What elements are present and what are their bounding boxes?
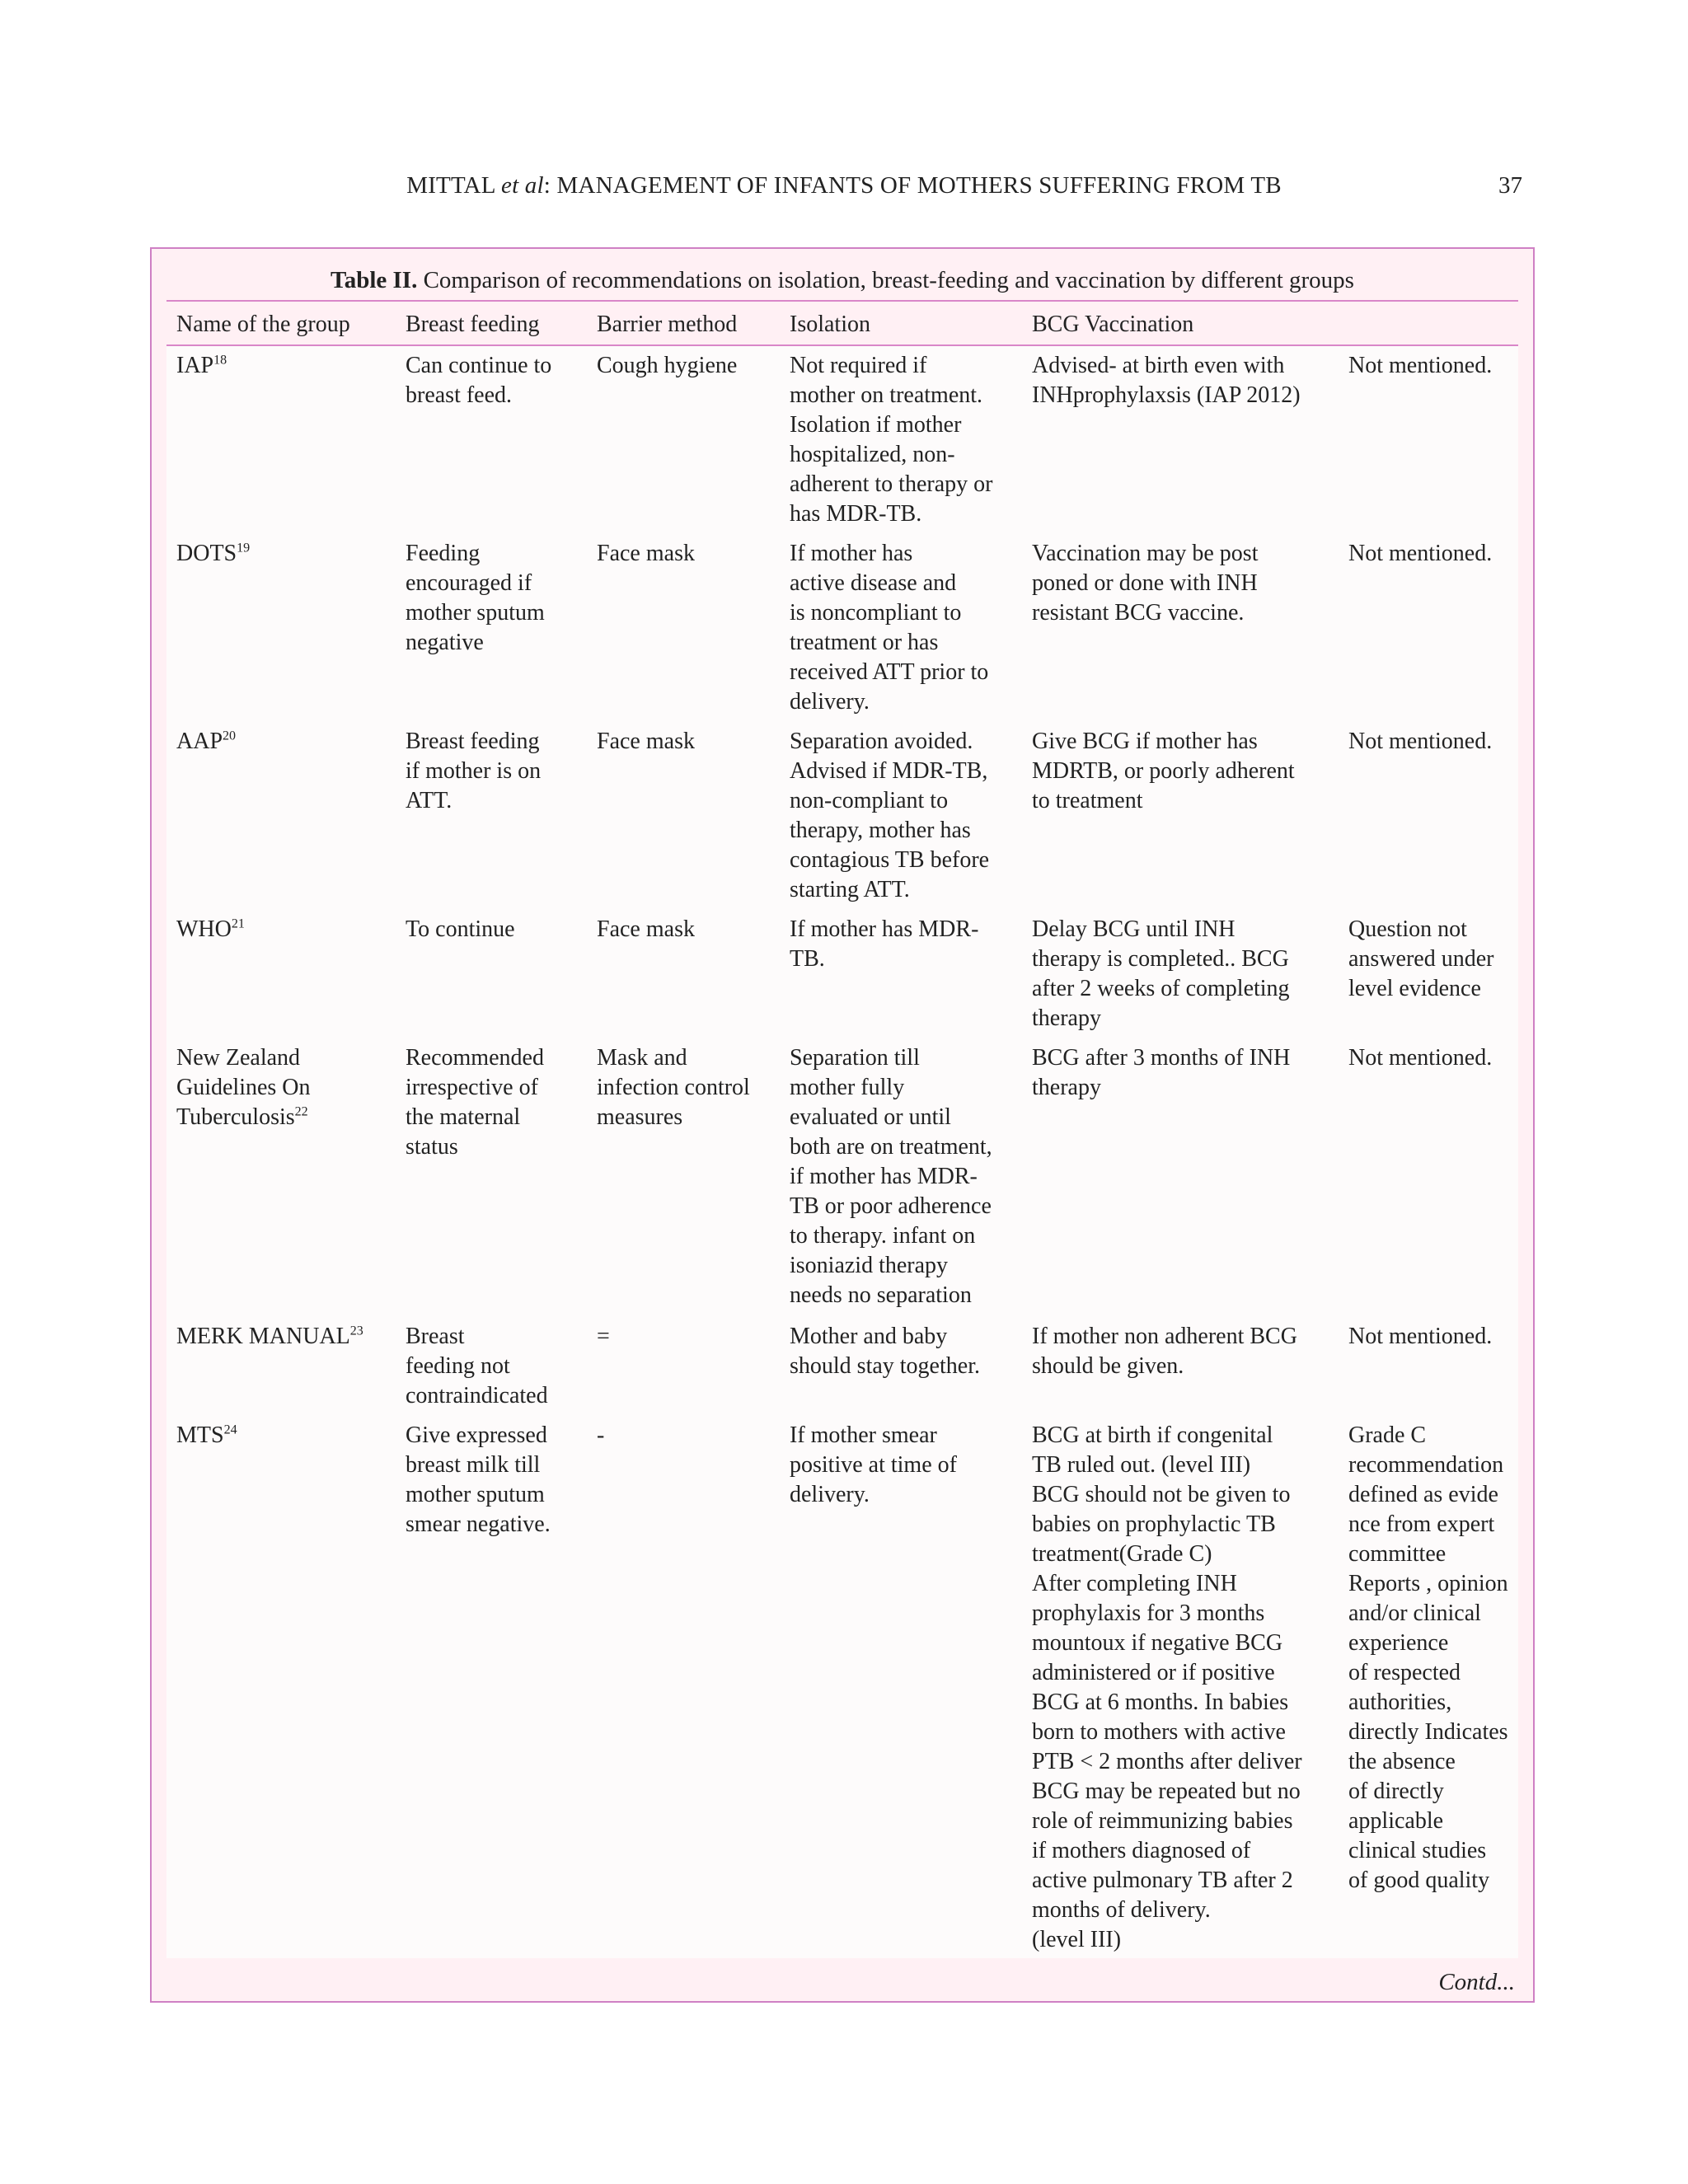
reference-superscript: 24 [223,1422,237,1437]
table-caption [166,267,1518,294]
cell-isolation: If mother smear positive at time of delivery. [790,1422,957,1507]
cell-evidence: Not mentioned. [1348,729,1493,754]
cell-barrier-method: Face mask [597,916,695,942]
cell-breast-feeding: Feeding encouraged if mother sputum negative [406,541,545,655]
running-head-title: : MANAGEMENT OF INFANTS OF MOTHERS SUFFERING FROM TB [543,172,1282,199]
cell-bcg-vaccination: Vaccination may be post poned or done with INH resistant BCG vaccine. [1032,541,1259,626]
continued-label: Contd... [1438,1969,1515,1995]
cell-isolation: If mother has MDR- TB. [790,916,979,972]
cell-bcg-vaccination: Advised- at birth even with INHprophylaxsis (IAP 2012) [1032,353,1301,408]
column-header-breast-feeding: Breast feeding [406,312,540,337]
cell-barrier-method: = [597,1324,610,1349]
table-panel [150,247,1535,2003]
reference-superscript: 22 [294,1104,308,1119]
cell-isolation: Separation till mother fully evaluated or until both are on treatment, if mother has MDR- TB or poor adherence to therapy. infant on isoniazid therapy needs no separation [790,1045,992,1308]
cell-bcg-vaccination: BCG at birth if congenital TB ruled out. (level III) BCG should not be given to babies on prophylactic TB treatment(Grade C) After completing INH prophylaxis for 3 months mountoux if negative BCG administered or if positive BCG at 6 months. In babies born to mothers with active PTB < 2 months after deliver BCG may be repeated but no role of reimmunizing babies if mothers diagnosed of active pulmonary TB after 2 months of delivery. (level III) [1032,1422,1302,1952]
table-caption-label: Table II. [331,267,418,293]
cell-bcg-vaccination: If mother non adherent BCG should be given. [1032,1324,1297,1379]
running-head [0,172,1688,199]
cell-isolation: Mother and baby should stay together. [790,1324,980,1379]
cell-evidence: Not mentioned. [1348,541,1493,566]
cell-barrier-method: Mask and infection control measures [597,1045,750,1130]
cell-barrier-method: Face mask [597,729,695,754]
cell-bcg-vaccination: Give BCG if mother has MDRTB, or poorly adherent to treatment [1032,729,1295,813]
cell-group: AAP$^{20}$ [176,729,237,754]
reference-superscript: 21 [231,916,245,931]
cell-evidence: Not mentioned. [1348,1045,1493,1071]
cell-barrier-method: Cough hygiene [597,353,738,378]
reference-superscript: 18 [213,353,227,368]
cell-evidence: Grade C recommendation defined as evide nce from expert committee Reports , opinion and/or clinical experience of respected authorities, directly Indicates the absence of directly applicable clinical studies of good quality [1348,1422,1508,1893]
cell-evidence: Question not answered under level evidence [1348,916,1494,1001]
column-header-barrier-method: Barrier method [597,312,738,337]
cell-isolation: Separation avoided. Advised if MDR-TB, non-compliant to therapy, mother has contagious TB before starting ATT. [790,729,990,902]
table-caption-text: Comparison of recommendations on isolation, breast-feeding and vaccination by different groups [423,267,1354,293]
cell-breast-feeding: Give expressed breast milk till mother sputum smear negative. [406,1422,551,1537]
cell-group: New Zealand Guidelines On Tuberculosis$^{22}$ [176,1045,311,1130]
cell-group: IAP$^{18}$ [176,353,227,378]
cell-breast-feeding: Recommended irrespective of the maternal status [406,1045,544,1160]
cell-group: MTS$^{24}$ [176,1422,237,1448]
cell-breast-feeding: Can continue to breast feed. [406,353,552,408]
cell-breast-feeding: To continue [406,916,515,942]
cell-group: DOTS$^{19}$ [176,541,251,566]
cell-evidence: Not mentioned. [1348,353,1493,378]
cell-barrier-method: Face mask [597,541,695,566]
caption-rule [166,300,1518,302]
reference-superscript: 20 [223,729,237,743]
cell-breast-feeding: Breast feeding if mother is on ATT. [406,729,542,813]
cell-bcg-vaccination: BCG after 3 months of INH therapy [1032,1045,1291,1100]
running-head-etal: et al [501,172,544,199]
reference-superscript: 23 [349,1324,363,1338]
page-number: 37 [1498,172,1522,199]
cell-barrier-method: - [597,1422,605,1448]
running-head-author: MITTAL [406,172,495,199]
cell-isolation: Not required if mother on treatment. Isolation if mother hospitalized, non- adherent to therapy or has MDR-TB. [790,353,993,527]
column-header-bcg-vaccination: BCG Vaccination [1032,312,1194,337]
cell-group: MERK MANUAL$^{23}$ [176,1324,363,1349]
reference-superscript: 19 [237,541,251,555]
column-header-group: Name of the group [176,312,350,337]
cell-breast-feeding: Breast feeding not contraindicated [406,1324,548,1408]
cell-isolation: If mother has active disease and is noncompliant to treatment or has received ATT prior to delivery. [790,541,989,715]
column-header-isolation: Isolation [790,312,870,337]
cell-group: WHO$^{21}$ [176,916,245,942]
cell-bcg-vaccination: Delay BCG until INH therapy is completed.. BCG after 2 weeks of completing therapy [1032,916,1290,1031]
cell-evidence: Not mentioned. [1348,1324,1493,1349]
